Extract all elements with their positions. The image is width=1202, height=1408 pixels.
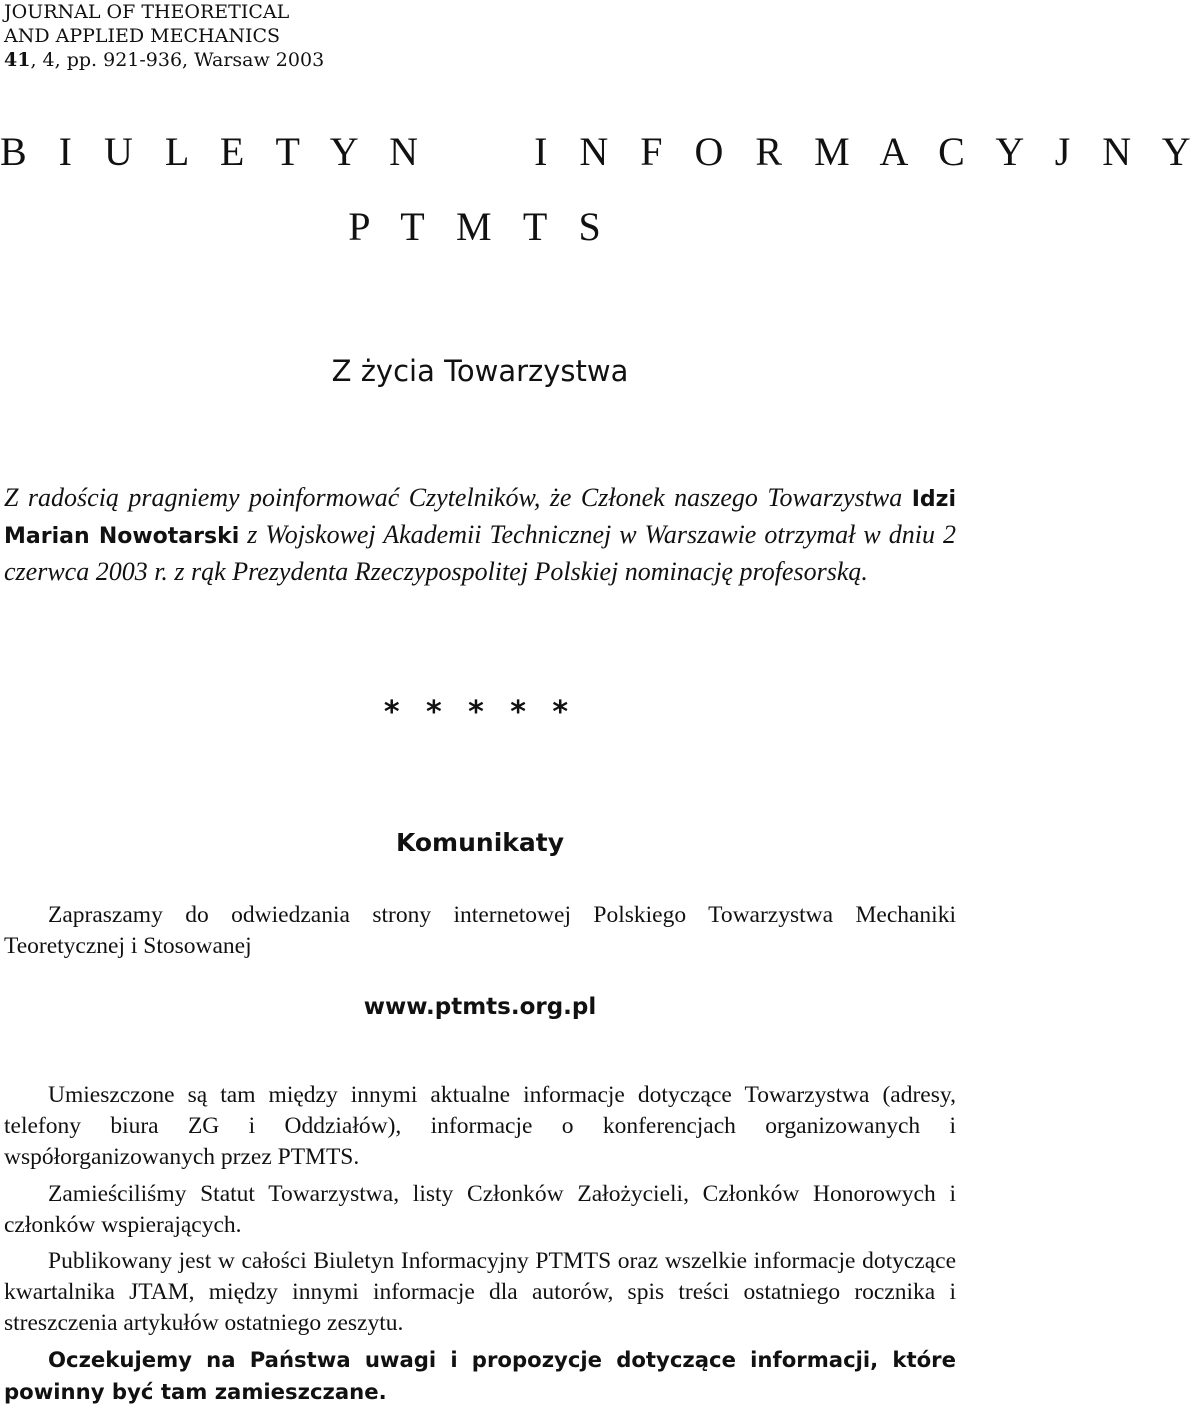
- journal-issue: [4, 48, 324, 72]
- closing-request: Oczekujemy na Państwa uwagi i propozycje dotyczące informacji, które powinny być tam zamieszczane.: [4, 1347, 956, 1404]
- info-paragraph-2: Zamieściliśmy Statut Towarzystwa, listy Członków Założycieli, Członków Honorowych i członków wspierających.: [4, 1181, 956, 1238]
- announcement-text-after: z Wojskowej Akademii Technicznej w Warszawie otrzymał w dniu 2 czerwca 2003 r. z rąk Prezydenta Rzeczypospolitej Polskiej nominację profesorską.: [4, 520, 956, 586]
- bulletin-title: B I U L E T Y N I N F O R M A C Y J N Y: [0, 129, 1202, 174]
- member-name: Idzi Marian Nowotarski: [4, 487, 956, 549]
- announcement-text-before: Z radością pragniemy poinformować Czytelników, że Członek naszego Towarzystwa: [4, 483, 912, 512]
- journal-issue-details: , 4, pp. 921-936, Warsaw 2003: [30, 49, 325, 71]
- info-paragraph-1: Umieszczone są tam między innymi aktualne informacje dotyczące Towarzystwa (adresy, telefony biura ZG i Oddziałów), informacje o konferencjach organizowanych i współorganizowanych przez PTMTS.: [4, 1082, 956, 1170]
- journal-name-line2: AND APPLIED MECHANICS: [4, 25, 281, 47]
- section-heading-society-life: Z życia Towarzystwa: [331, 354, 629, 388]
- journal-header: [4, 0, 324, 72]
- journal-volume: 41: [4, 49, 31, 71]
- society-acronym-title: P T M T S: [348, 204, 612, 249]
- website-url: www.ptmts.org.pl: [363, 994, 597, 1020]
- announcement-paragraph: [4, 480, 956, 589]
- website-invitation: Zapraszamy do odwiedzania strony internetowej Polskiego Towarzystwa Mechaniki Teoretycznej i Stosowanej: [4, 902, 956, 959]
- section-heading-announcements: Komunikaty: [395, 828, 565, 857]
- journal-name-line1: JOURNAL OF THEORETICAL: [4, 1, 290, 23]
- info-paragraph-3: Publikowany jest w całości Biuletyn Informacyjny PTMTS oraz wszelkie informacje dotyczące kwartalnika JTAM, między innymi informacje dla autorów, spis treści ostatniego rocznika i streszczenia artykułów ostatniego zeszytu.: [4, 1248, 956, 1336]
- section-separator: * * * * *: [383, 695, 577, 730]
